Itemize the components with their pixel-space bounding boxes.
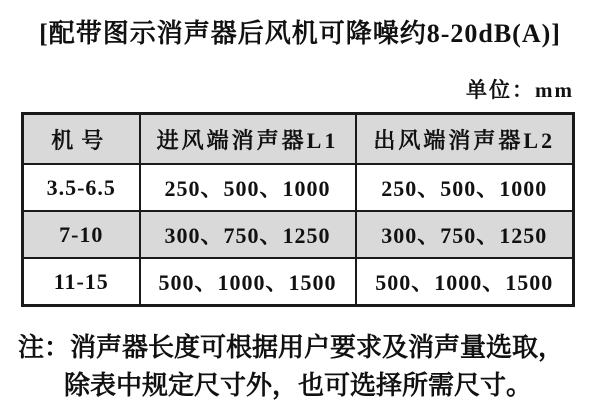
cell-outlet-silencer-lengths: 250、500、1000 [356,164,574,211]
footnote-line-1: 注：消声器长度可根据用户要求及消声量选取， [18,333,565,362]
silencer-size-table [21,112,575,307]
cell-outlet-silencer-lengths: 300、750、1250 [356,211,574,258]
cell-fan-model: 3.5-6.5 [23,164,140,211]
unit-label: 单位：mm [466,78,574,102]
cell-inlet-silencer-lengths: 300、750、1250 [140,211,356,258]
col-header-inlet-silencer-l1: 进风端消声器L1 [140,114,356,165]
cell-outlet-silencer-lengths: 500、1000、1500 [356,258,574,306]
col-header-fan-model: 机号 [23,114,140,165]
cell-fan-model: 11-15 [23,258,140,306]
table-row [23,211,574,258]
footnote-line-2: 除表中规定尺寸外，也可选择所需尺寸。 [64,371,533,400]
table-row [23,164,574,211]
cell-inlet-silencer-lengths: 500、1000、1500 [140,258,356,306]
table-row [23,258,574,306]
cell-inlet-silencer-lengths: 250、500、1000 [140,164,356,211]
cell-fan-model: 7-10 [23,211,140,258]
col-header-outlet-silencer-l2: 出风端消声器L2 [356,114,574,165]
table-header-row [23,114,574,165]
footnote [18,329,588,405]
page-title: [配带图示消声器后风机可降噪约8-20dB(A)] [39,19,561,48]
